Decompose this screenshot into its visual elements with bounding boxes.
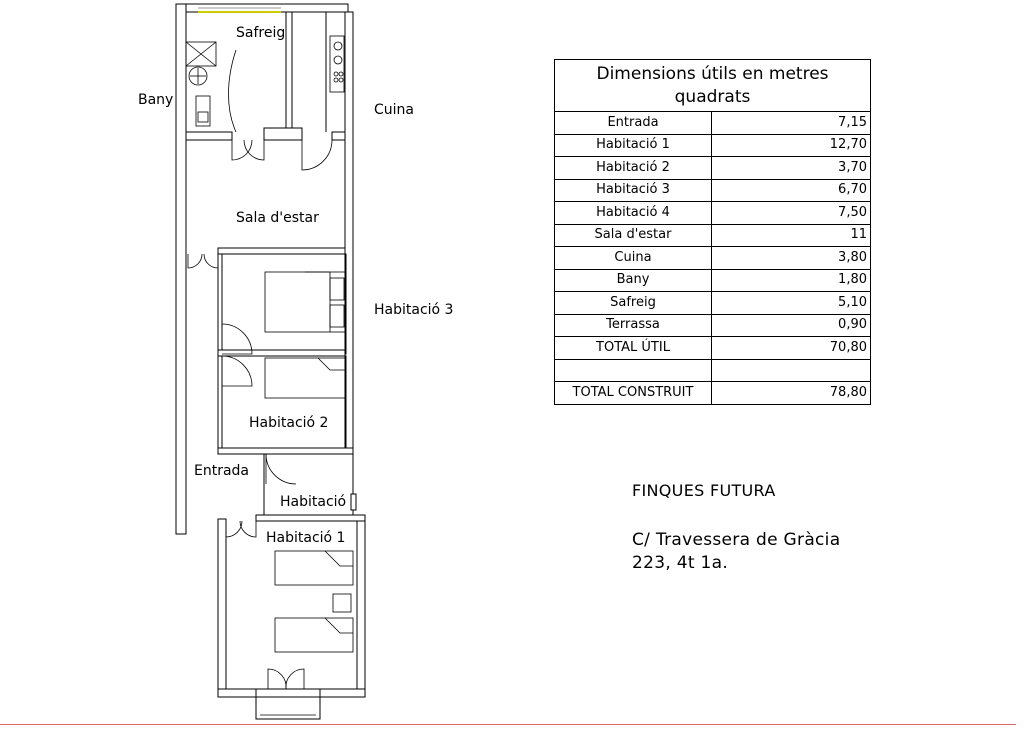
row-label: Habitació 1 [555, 134, 712, 157]
table-row [555, 179, 871, 202]
table-row [555, 247, 871, 270]
table-body [555, 112, 871, 405]
row-label: Safreig [555, 292, 712, 315]
company-name: FINQUES FUTURA [632, 481, 776, 500]
doors [188, 50, 332, 689]
row-label: Cuina [555, 247, 712, 270]
row-label: Bany [555, 269, 712, 292]
table-header-row [555, 60, 871, 112]
row-label: Habitació 4 [555, 202, 712, 225]
row-value: 6,70 [712, 179, 871, 202]
room-label-habitacio3: Habitació 3 [374, 302, 454, 318]
row-label: Habitació 2 [555, 157, 712, 180]
room-label-bany: Bany [138, 92, 174, 108]
empty-row [555, 359, 871, 382]
table-title: Dimensions útils en metres quadrats [555, 60, 871, 112]
room-label-habitacio: Habitació [280, 494, 347, 510]
room-label-sala: Sala d'estar [236, 210, 319, 226]
sheet-border-line [0, 724, 1016, 725]
total-construit-label: TOTAL CONSTRUIT [555, 382, 712, 405]
row-value: 0,90 [712, 314, 871, 337]
row-value: 7,15 [712, 112, 871, 135]
total-util-label: TOTAL ÚTIL [555, 337, 712, 360]
dimensions-table [554, 59, 871, 405]
total-construit-value: 78,80 [712, 382, 871, 405]
row-value: 3,80 [712, 247, 871, 270]
total-util-value: 70,80 [712, 337, 871, 360]
total-util-row [555, 337, 871, 360]
address-line-2: 223, 4t 1a. [632, 553, 729, 573]
room-label-habitacio2: Habitació 2 [249, 415, 329, 431]
empty-cell [555, 359, 712, 382]
table-row [555, 292, 871, 315]
row-value: 11 [712, 224, 871, 247]
row-value: 3,70 [712, 157, 871, 180]
table-row [555, 314, 871, 337]
table-row [555, 157, 871, 180]
room-label-habitacio1: Habitació 1 [266, 530, 346, 546]
row-label: Habitació 3 [555, 179, 712, 202]
room-label-safreig: Safreig [236, 25, 286, 41]
row-value: 7,50 [712, 202, 871, 225]
interior-walls [186, 12, 365, 521]
total-construit-row [555, 382, 871, 405]
row-value: 1,80 [712, 269, 871, 292]
address-line-1: C/ Travessera de Gràcia [632, 530, 841, 550]
table-row [555, 269, 871, 292]
table-row [555, 134, 871, 157]
row-value: 5,10 [712, 292, 871, 315]
table-row [555, 224, 871, 247]
table-row [555, 202, 871, 225]
row-label: Entrada [555, 112, 712, 135]
row-value: 12,70 [712, 134, 871, 157]
table-row [555, 112, 871, 135]
room-label-cuina: Cuina [374, 102, 414, 118]
room-label-entrada: Entrada [194, 463, 250, 479]
row-label: Terrassa [555, 314, 712, 337]
empty-cell [712, 359, 871, 382]
row-label: Sala d'estar [555, 224, 712, 247]
